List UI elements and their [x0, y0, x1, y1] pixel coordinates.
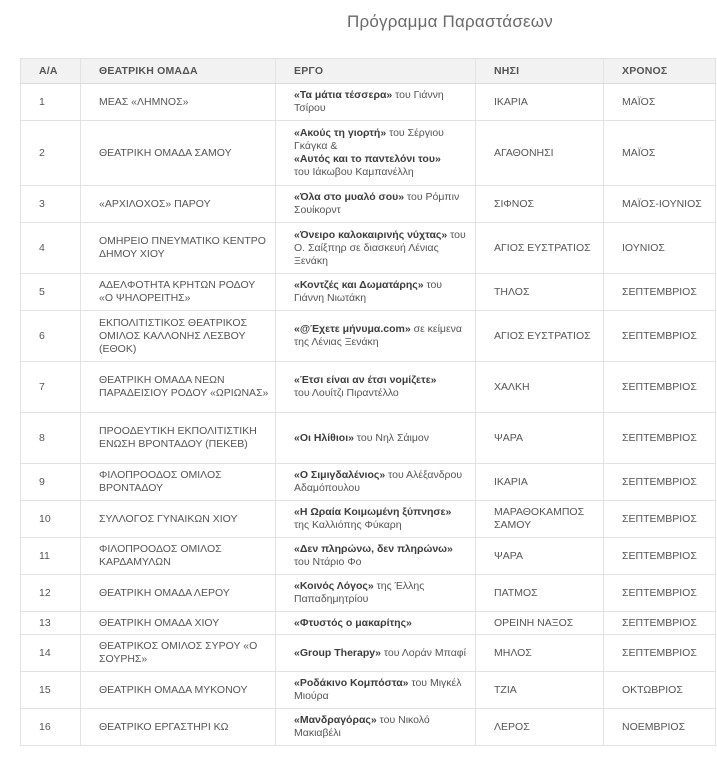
cell-island: ΣΙΦΝΟΣ	[476, 186, 604, 223]
cell-work	[276, 538, 476, 575]
cell-time: ΣΕΠΤΕΜΒΡΙΟΣ	[604, 464, 716, 501]
header-aa: Α/Α	[21, 59, 81, 84]
work-title: «Φτυστός ο μακαρίτης»	[294, 616, 412, 629]
cell-island: ΜΑΡΑΘΟΚΑΜΠΟΣ ΣΑΜΟΥ	[476, 501, 604, 538]
cell-time: ΣΕΠΤΕΜΒΡΙΟΣ	[604, 274, 716, 311]
cell-island: ΠΑΤΜΟΣ	[476, 575, 604, 612]
cell-group: ΘΕΑΤΡΙΚΗ ΟΜΑΔΑ ΜΥΚΟΝΟΥ	[81, 672, 276, 709]
table-row	[21, 311, 716, 362]
cell-aa: 7	[21, 362, 81, 413]
table-row	[21, 274, 716, 311]
work-author: του Ρόμπιν Σουίκορντ	[294, 191, 460, 216]
work-title: «Ο Σιμιγδαλένιος»	[294, 469, 386, 481]
cell-island: ΑΓΙΟΣ ΕΥΣΤΡΑΤΙΟΣ	[476, 311, 604, 362]
cell-group: ΘΕΑΤΡΙΚΟ ΕΡΓΑΣΤΗΡΙ ΚΩ	[81, 709, 276, 746]
work-title: «Ροδάκινο Κομπόστα»	[294, 677, 409, 689]
work-author: της Έλλης Παπαδημητρίου	[294, 580, 425, 605]
table-row	[21, 538, 716, 575]
cell-island: ΤΖΙΑ	[476, 672, 604, 709]
cell-group: «ΑΡΧΙΛΟΧΟΣ» ΠΑΡΟΥ	[81, 186, 276, 223]
cell-work	[276, 635, 476, 672]
cell-group: ΠΡΟΟΔΕΥΤΙΚΗ ΕΚΠΟΛΙΤΙΣΤΙΚΗ ΕΝΩΣΗ ΒΡΟΝΤΑΔΟΥ (ΠΕΚΕΒ)	[81, 413, 276, 464]
cell-aa: 13	[21, 612, 81, 635]
cell-work	[276, 612, 476, 635]
work-title: «Τα μάτια τέσσερα»	[294, 89, 393, 101]
work-author: του Αλέξανδρου Αδαμόπουλου	[294, 469, 463, 494]
cell-island: ΛΕΡΟΣ	[476, 709, 604, 746]
cell-island: ΙΚΑΡΙΑ	[476, 84, 604, 121]
work-author: του Νηλ Σάιμον	[353, 431, 429, 444]
cell-work	[276, 223, 476, 274]
cell-time: ΜΑΪΟΣ	[604, 84, 716, 121]
cell-island: ΨΑΡΑ	[476, 413, 604, 464]
table-row	[21, 709, 716, 746]
work-title: «Έτσι είναι αν έτσι νομίζετε»	[294, 374, 437, 386]
work-author: του Μιγκέλ Μιούρα	[294, 677, 462, 702]
work-author: του Ντάριο Φο	[294, 556, 362, 568]
cell-time: ΣΕΠΤΕΜΒΡΙΟΣ	[604, 612, 716, 635]
cell-aa: 14	[21, 635, 81, 672]
table-row	[21, 413, 716, 464]
page-title: Πρόγραμμα Παραστάσεων	[347, 12, 553, 31]
table-row	[21, 501, 716, 538]
cell-time: ΙΟΥΝΙΟΣ	[604, 223, 716, 274]
table-header	[21, 59, 716, 84]
work-title: «Group Therapy»	[294, 646, 381, 659]
cell-group: ΣΥΛΛΟΓΟΣ ΓΥΝΑΙΚΩΝ ΧΙΟΥ	[81, 501, 276, 538]
cell-time: ΜΑΪΟΣ	[604, 121, 716, 186]
work-title: «Αυτός και το παντελόνι του»	[294, 153, 441, 165]
cell-work	[276, 274, 476, 311]
cell-island: ΧΑΛΚΗ	[476, 362, 604, 413]
work-title: «Όλα στο μυαλό σου»	[294, 191, 405, 203]
cell-group: ΜΕΑΣ «ΛΗΜΝΟΣ»	[81, 84, 276, 121]
table-row	[21, 186, 716, 223]
cell-time: ΣΕΠΤΕΜΒΡΙΟΣ	[604, 575, 716, 612]
cell-island: ΙΚΑΡΙΑ	[476, 464, 604, 501]
work-title: «Ακούς τη γιορτή»	[294, 127, 387, 139]
cell-group: ΦΙΛΟΠΡΟΟΔΟΣ ΟΜΙΛΟΣ ΚΑΡΔΑΜΥΛΩΝ	[81, 538, 276, 575]
table-row	[21, 672, 716, 709]
work-title: «Όνειρο καλοκαιρινής νύχτας»	[294, 228, 448, 241]
cell-time: ΣΕΠΤΕΜΒΡΙΟΣ	[604, 362, 716, 413]
work-title: «Κοινός Λόγος»	[294, 580, 374, 592]
cell-aa: 4	[21, 223, 81, 274]
cell-work	[276, 413, 476, 464]
work-title: «Κοντζές και Δωματάρης»	[294, 279, 424, 291]
cell-aa: 3	[21, 186, 81, 223]
work-author: του Γιάννη Τσίρου	[294, 89, 444, 114]
cell-island: ΑΓΙΟΣ ΕΥΣΤΡΑΤΙΟΣ	[476, 223, 604, 274]
cell-aa: 12	[21, 575, 81, 612]
cell-time: ΜΑΪΟΣ-ΙΟΥΝΙΟΣ	[604, 186, 716, 223]
work-author: του Ιάκωβου Καμπανέλλη	[294, 166, 414, 178]
table-body	[21, 84, 716, 746]
cell-aa: 10	[21, 501, 81, 538]
cell-aa: 5	[21, 274, 81, 311]
cell-aa: 9	[21, 464, 81, 501]
table-row	[21, 121, 716, 186]
cell-group: ΘΕΑΤΡΙΚΗ ΟΜΑΔΑ ΛΕΡΟΥ	[81, 575, 276, 612]
cell-aa: 6	[21, 311, 81, 362]
work-title: «Δεν πληρώνω, δεν πληρώνω»	[294, 543, 453, 555]
cell-work	[276, 311, 476, 362]
cell-group: ΘΕΑΤΡΙΚΗ ΟΜΑΔΑ ΝΕΩΝ ΠΑΡΑΔΕΙΣΙΟΥ ΡΟΔΟΥ «ΩΡΙΩΝΑΣ»	[81, 362, 276, 413]
cell-island: ΜΗΛΟΣ	[476, 635, 604, 672]
cell-group: ΦΙΛΟΠΡΟΟΔΟΣ ΟΜΙΛΟΣ ΒΡΟΝΤΑΔΟΥ	[81, 464, 276, 501]
cell-work	[276, 362, 476, 413]
cell-work	[276, 501, 476, 538]
cell-time: ΣΕΠΤΕΜΒΡΙΟΣ	[604, 413, 716, 464]
table-row	[21, 223, 716, 274]
cell-group: ΘΕΑΤΡΙΚΗ ΟΜΑΔΑ ΧΙΟΥ	[81, 612, 276, 635]
cell-work	[276, 575, 476, 612]
cell-aa: 8	[21, 413, 81, 464]
header-row	[21, 59, 716, 84]
work-author: του Γιάννη Νιωτάκη	[294, 279, 443, 304]
cell-work	[276, 672, 476, 709]
cell-group: ΘΕΑΤΡΙΚΟΣ ΟΜΙΛΟΣ ΣΥΡΟΥ «Ο ΣΟΥΡΗΣ»	[81, 635, 276, 672]
work-title: «Η Ωραία Κοιμωμένη ξύπνησε»	[294, 506, 452, 518]
cell-aa: 11	[21, 538, 81, 575]
cell-island: ΟΡΕΙΝΗ ΝΑΞΟΣ	[476, 612, 604, 635]
work-author: του Σέργιου Γκάγκα &	[294, 127, 444, 152]
cell-group: ΕΚΠΟΛΙΤΙΣΤΙΚΟΣ ΘΕΑΤΡΙΚΟΣ ΟΜΙΛΟΣ ΚΑΛΛΟΝΗΣ ΛΕΣΒΟΥ (ΕΘΟΚ)	[81, 311, 276, 362]
work-author: του Νικολό Μακιαβέλι	[294, 714, 430, 739]
cell-aa: 2	[21, 121, 81, 186]
header-island: ΝΗΣΙ	[476, 59, 604, 84]
cell-aa: 1	[21, 84, 81, 121]
cell-island: ΤΗΛΟΣ	[476, 274, 604, 311]
cell-aa: 16	[21, 709, 81, 746]
cell-time: ΟΚΤΩΒΡΙΟΣ	[604, 672, 716, 709]
work-title: «Μανδραγόρας»	[294, 714, 377, 726]
header-time: ΧΡΟΝΟΣ	[604, 59, 716, 84]
table-row	[21, 362, 716, 413]
cell-time: ΣΕΠΤΕΜΒΡΙΟΣ	[604, 311, 716, 362]
cell-island: ΑΓΑΘΟΝΗΣΙ	[476, 121, 604, 186]
cell-group: ΘΕΑΤΡΙΚΗ ΟΜΑΔΑ ΣΑΜΟΥ	[81, 121, 276, 186]
table-row	[21, 464, 716, 501]
work-title: «Οι Ηλίθιοι»	[294, 431, 354, 444]
cell-work	[276, 121, 476, 186]
schedule-table	[20, 58, 716, 746]
cell-aa: 15	[21, 672, 81, 709]
cell-island: ΨΑΡΑ	[476, 538, 604, 575]
work-title: «@Έχετε μήνυμα.com»	[294, 323, 411, 335]
work-author: του Λοράν Μπαφί	[380, 646, 466, 659]
cell-time: ΝΟΕΜΒΡΙΟΣ	[604, 709, 716, 746]
schedule-table-wrapper	[20, 58, 715, 746]
work-author: του Λουίτζι Πιραντέλλο	[294, 387, 399, 399]
work-author: σε κείμενα της Λένιας Ξενάκη	[294, 323, 462, 348]
table-row	[21, 575, 716, 612]
cell-group: ΑΔΕΛΦΟΤΗΤΑ ΚΡΗΤΩΝ ΡΟΔΟΥ «Ο ΨΗΛΟΡΕΙΤΗΣ»	[81, 274, 276, 311]
cell-time: ΣΕΠΤΕΜΒΡΙΟΣ	[604, 635, 716, 672]
cell-group: ΟΜΗΡΕΙΟ ΠΝΕΥΜΑΤΙΚΟ ΚΕΝΤΡΟ ΔΗΜΟΥ ΧΙΟΥ	[81, 223, 276, 274]
table-row	[21, 635, 716, 672]
cell-work	[276, 709, 476, 746]
header-group: ΘΕΑΤΡΙΚΗ ΟΜΑΔΑ	[81, 59, 276, 84]
work-author: του Ο. Σαίξπηρ σε διασκευή Λένιας Ξενάκη	[294, 228, 466, 267]
table-row	[21, 612, 716, 635]
cell-time: ΣΕΠΤΕΜΒΡΙΟΣ	[604, 501, 716, 538]
cell-work	[276, 464, 476, 501]
table-row	[21, 84, 716, 121]
header-work: ΕΡΓΟ	[276, 59, 476, 84]
cell-time: ΣΕΠΤΕΜΒΡΙΟΣ	[604, 538, 716, 575]
work-author: της Καλλιόπης Φύκαρη	[294, 519, 402, 531]
cell-work	[276, 186, 476, 223]
cell-work	[276, 84, 476, 121]
